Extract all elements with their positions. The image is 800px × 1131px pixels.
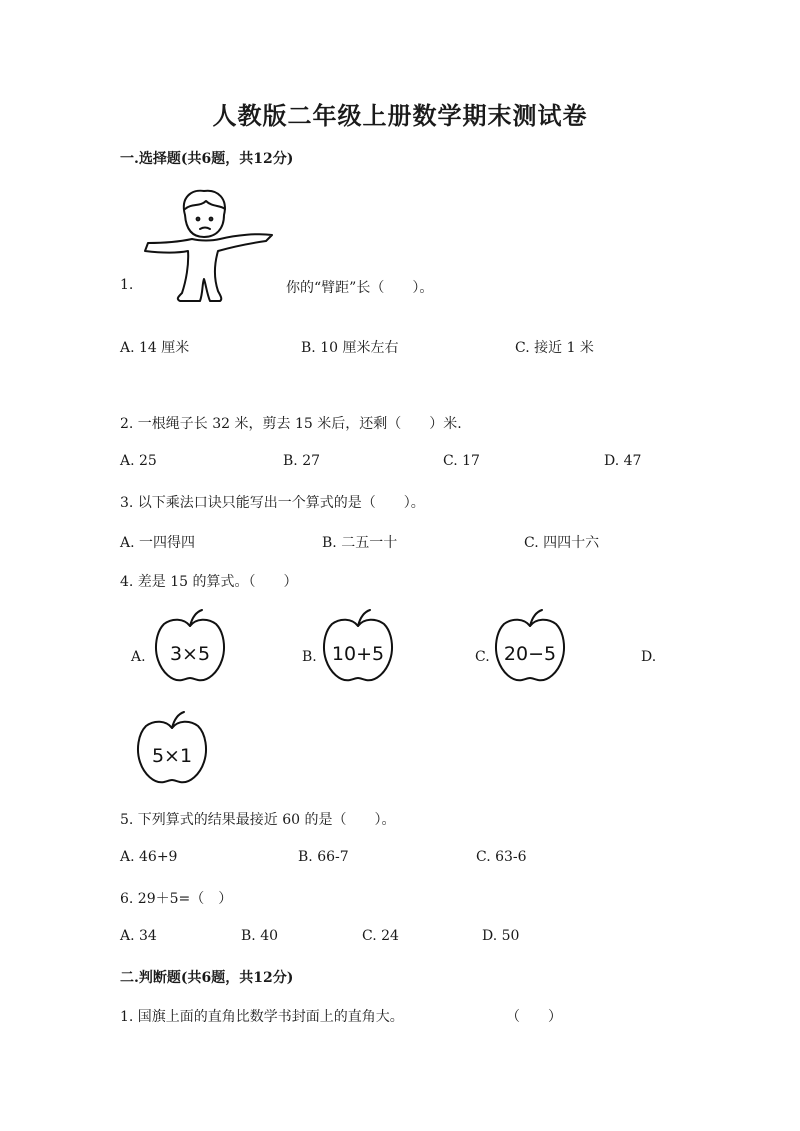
page-title: 人教版二年级上册数学期末测试卷 (212, 101, 588, 130)
question-1-text: 你的“臂距”长（ ）。 (286, 280, 434, 296)
apple-d-label: 5×1 (151, 745, 193, 767)
apple-expression-c (490, 608, 570, 686)
q6-option-c[interactable]: C. 24 (362, 928, 399, 944)
q5-option-b[interactable]: B. 66-7 (298, 849, 349, 865)
question-1-number: 1. (120, 277, 134, 293)
question-3-text: 3. 以下乘法口诀只能写出一个算式的是（ ）。 (120, 495, 425, 511)
q3-option-b[interactable]: B. 二五一十 (322, 535, 398, 551)
question-2-text: 2. 一根绳子长 32 米，剪去 15 米后，还剩（ ）米. (120, 416, 462, 432)
apple-expression-d (132, 710, 212, 788)
section-heading-choice: 一.选择题(共6题，共12分) (120, 151, 294, 167)
question-6-text: 6. 29＋5=（ ） (120, 891, 233, 907)
q2-option-c[interactable]: C. 17 (443, 453, 480, 469)
q5-option-a[interactable]: A. 46+9 (120, 849, 178, 865)
judgment-question-1-blank[interactable]: （ ） (506, 1009, 562, 1025)
question-4-text: 4. 差是 15 的算式。（ ） (120, 574, 298, 590)
q4-option-d[interactable]: D. (641, 649, 657, 665)
apple-expression-b (318, 608, 398, 686)
q4-option-b[interactable]: B. (302, 649, 317, 665)
q1-option-c[interactable]: C. 接近 1 米 (515, 340, 594, 356)
apple-expression-a (150, 608, 230, 686)
q5-option-c[interactable]: C. 63-6 (476, 849, 527, 865)
q6-option-d[interactable]: D. 50 (482, 928, 520, 944)
q4-option-a[interactable]: A. (131, 649, 146, 665)
q2-option-a[interactable]: A. 25 (120, 453, 157, 469)
q2-option-b[interactable]: B. 27 (283, 453, 321, 469)
section-heading-judgment: 二.判断题(共6题，共12分) (120, 970, 294, 986)
judgment-question-1-text: 1. 国旗上面的直角比数学书封面上的直角大。 (120, 1009, 404, 1025)
apple-c-label: 20−5 (503, 643, 557, 665)
apple-a-label: 3×5 (169, 643, 211, 665)
q3-option-a[interactable]: A. 一四得四 (120, 535, 196, 551)
q3-option-c[interactable]: C. 四四十六 (524, 535, 600, 551)
question-5-text: 5. 下列算式的结果最接近 60 的是（ ）。 (120, 812, 396, 828)
q6-option-a[interactable]: A. 34 (120, 928, 157, 944)
q2-option-d[interactable]: D. 47 (604, 453, 642, 469)
apple-b-label: 10+5 (331, 643, 385, 665)
q1-option-b[interactable]: B. 10 厘米左右 (301, 340, 399, 356)
q6-option-b[interactable]: B. 40 (241, 928, 279, 944)
child-arms-outstretched-illustration (140, 185, 280, 310)
q1-option-a[interactable]: A. 14 厘米 (120, 340, 190, 356)
q4-option-c[interactable]: C. (475, 649, 490, 665)
